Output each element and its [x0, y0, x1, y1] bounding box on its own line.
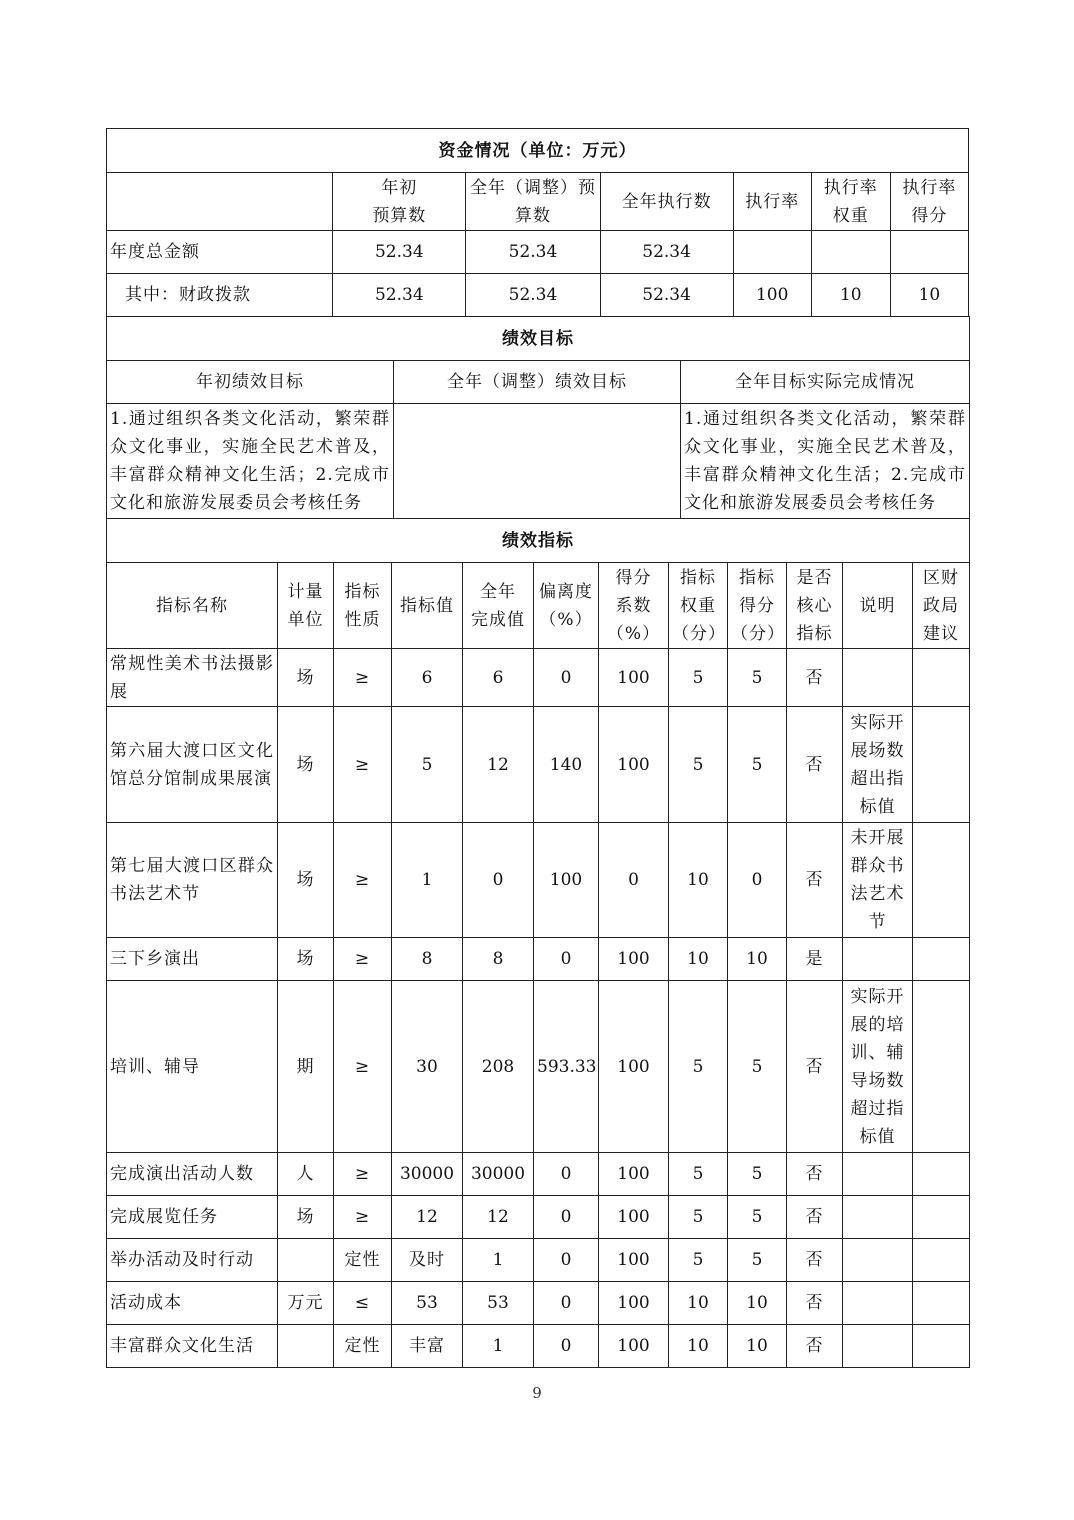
goals-value-row [107, 404, 970, 519]
indicator-name-cell: 举办活动及时行动 [107, 1239, 278, 1282]
indicator-header-cell: 指标名称 [107, 563, 278, 649]
indicator-cell: 10 [669, 1282, 728, 1325]
indicator-cell: 1 [392, 823, 463, 938]
indicator-cell: 593.33 [534, 981, 599, 1153]
indicator-cell: 10 [669, 938, 728, 981]
funding-header-cell: 全年（调整）预算数 [466, 173, 600, 231]
indicator-cell: 0 [534, 1282, 599, 1325]
indicator-name-cell: 第七届大渡口区群众书法艺术节 [107, 823, 278, 938]
indicators-table [106, 518, 970, 1368]
indicator-cell: 140 [534, 707, 599, 823]
goals-header-cell: 全年（调整）绩效目标 [394, 361, 681, 404]
indicator-cell: 0 [534, 938, 599, 981]
indicator-cell: 12 [463, 707, 534, 823]
indicator-cell: 场 [278, 1196, 334, 1239]
funding-cell: 100 [733, 274, 811, 317]
table-row [107, 938, 970, 981]
indicator-note-cell [843, 938, 913, 981]
indicator-cell: ≤ [334, 1282, 392, 1325]
indicator-cell: 100 [599, 1282, 669, 1325]
indicator-header-cell: 全年 完成值 [463, 563, 534, 649]
indicator-cell: ≥ [334, 707, 392, 823]
indicator-header-cell: 区财 政局 建议 [913, 563, 970, 649]
indicator-cell [278, 1239, 334, 1282]
indicator-cell: 0 [599, 823, 669, 938]
table-row [107, 1153, 970, 1196]
indicator-cell: 100 [599, 1239, 669, 1282]
indicator-cell: 0 [534, 649, 599, 707]
indicator-cell: 期 [278, 981, 334, 1153]
indicator-cell: 否 [787, 649, 843, 707]
goal-completion-text: 1.通过组织各类文化活动，繁荣群众文化事业，实施全民艺术普及，丰富群众精神文化生活；2.完成市文化和旅游发展委员会考核任务 [681, 404, 970, 519]
indicator-cell: 100 [599, 1153, 669, 1196]
indicators-body [107, 649, 970, 1368]
indicator-name-cell: 培训、辅导 [107, 981, 278, 1153]
indicator-cell: 场 [278, 707, 334, 823]
indicator-cell: 否 [787, 981, 843, 1153]
indicator-cell: 10 [669, 1325, 728, 1368]
indicator-name-cell: 活动成本 [107, 1282, 278, 1325]
table-row [107, 1325, 970, 1368]
indicator-cell: 100 [599, 649, 669, 707]
indicator-header-cell: 计量 单位 [278, 563, 334, 649]
indicator-header-cell: 是否 核心 指标 [787, 563, 843, 649]
indicator-cell: 5 [728, 707, 787, 823]
indicator-cell: 5 [669, 649, 728, 707]
goals-header-row [107, 361, 970, 404]
indicator-cell: 5 [728, 1153, 787, 1196]
indicator-cell [913, 1239, 970, 1282]
indicator-cell: ≥ [334, 938, 392, 981]
indicator-cell: ≥ [334, 649, 392, 707]
indicator-header-cell: 指标值 [392, 563, 463, 649]
indicator-cell: 场 [278, 649, 334, 707]
indicator-note-cell: 实际开展场数超出指标值 [843, 707, 913, 823]
indicator-name-cell: 常规性美术书法摄影展 [107, 649, 278, 707]
indicator-name-cell: 完成演出活动人数 [107, 1153, 278, 1196]
indicator-header-cell: 指标 得分 （分） [728, 563, 787, 649]
funding-cell: 10 [890, 274, 968, 317]
goal-initial-text: 1.通过组织各类文化活动，繁荣群众文化事业，实施全民艺术普及，丰富群众精神文化生活；2.完成市文化和旅游发展委员会考核任务 [107, 404, 394, 519]
indicators-title: 绩效指标 [107, 519, 970, 563]
indicator-cell: 5 [728, 1196, 787, 1239]
indicator-cell [913, 938, 970, 981]
indicator-cell: 5 [669, 1239, 728, 1282]
funding-cell: 52.34 [600, 274, 733, 317]
indicator-cell: 定性 [334, 1325, 392, 1368]
indicator-cell: 8 [463, 938, 534, 981]
indicator-cell: 万元 [278, 1282, 334, 1325]
indicator-cell: 5 [728, 649, 787, 707]
indicator-cell: 208 [463, 981, 534, 1153]
goals-header-cell: 全年目标实际完成情况 [681, 361, 970, 404]
indicator-cell: 10 [669, 823, 728, 938]
indicator-header-cell: 得分 系数 （%） [599, 563, 669, 649]
indicator-cell [913, 823, 970, 938]
indicator-note-cell [843, 1325, 913, 1368]
indicators-header-row [107, 563, 970, 649]
indicator-note-cell [843, 1239, 913, 1282]
indicator-header-cell: 指标 性质 [334, 563, 392, 649]
indicator-name-cell: 三下乡演出 [107, 938, 278, 981]
indicator-cell: 否 [787, 1196, 843, 1239]
indicator-cell [913, 981, 970, 1153]
funding-header-cell: 执行率 权重 [811, 173, 890, 231]
indicator-header-cell: 偏离度 （%） [534, 563, 599, 649]
funding-table [106, 128, 969, 317]
funding-row-label: 年度总金额 [107, 231, 333, 274]
indicator-cell: 5 [669, 1153, 728, 1196]
funding-cell: 52.34 [333, 274, 466, 317]
funding-cell [733, 231, 811, 274]
indicator-cell: 30 [392, 981, 463, 1153]
indicator-note-cell [843, 1196, 913, 1239]
funding-cell: 52.34 [466, 231, 600, 274]
indicator-note-cell: 实际开展的培训、辅导场数超过指标值 [843, 981, 913, 1153]
indicator-cell: 5 [728, 981, 787, 1153]
indicator-cell: 30000 [392, 1153, 463, 1196]
indicator-cell: 1 [463, 1239, 534, 1282]
indicator-name-cell: 丰富群众文化生活 [107, 1325, 278, 1368]
indicator-cell: 0 [463, 823, 534, 938]
funding-row-total [107, 231, 969, 274]
indicator-cell: 12 [463, 1196, 534, 1239]
indicator-cell: 0 [534, 1153, 599, 1196]
funding-cell [890, 231, 968, 274]
indicator-cell: 100 [599, 1325, 669, 1368]
indicator-cell: 否 [787, 823, 843, 938]
funding-header-cell: 执行率 [733, 173, 811, 231]
indicator-note-cell [843, 649, 913, 707]
indicator-cell: 场 [278, 938, 334, 981]
indicator-cell: 1 [463, 1325, 534, 1368]
indicator-cell [913, 649, 970, 707]
funding-cell: 52.34 [466, 274, 600, 317]
indicator-cell: 0 [534, 1196, 599, 1239]
goals-table [106, 316, 970, 519]
indicator-cell: 53 [463, 1282, 534, 1325]
indicator-cell: 否 [787, 1153, 843, 1196]
indicator-cell: 12 [392, 1196, 463, 1239]
indicator-cell [913, 1282, 970, 1325]
indicator-note-cell [843, 1282, 913, 1325]
indicator-note-cell [843, 1153, 913, 1196]
indicator-cell: ≥ [334, 1196, 392, 1239]
indicator-cell: 是 [787, 938, 843, 981]
funding-header-cell [107, 173, 333, 231]
indicator-cell: 53 [392, 1282, 463, 1325]
indicator-cell: 10 [728, 1282, 787, 1325]
indicator-cell [913, 1196, 970, 1239]
indicator-note-cell: 未开展群众书法艺术节 [843, 823, 913, 938]
funding-header-row [107, 173, 969, 231]
indicator-cell: 丰富 [392, 1325, 463, 1368]
indicator-cell: 6 [392, 649, 463, 707]
indicator-cell: 100 [599, 1196, 669, 1239]
indicator-header-cell: 说明 [843, 563, 913, 649]
funding-header-cell: 执行率 得分 [890, 173, 968, 231]
indicator-name-cell: 完成展览任务 [107, 1196, 278, 1239]
indicator-cell: 100 [534, 823, 599, 938]
funding-cell [811, 231, 890, 274]
indicator-cell: 6 [463, 649, 534, 707]
indicator-cell: 10 [728, 1325, 787, 1368]
indicator-cell: 人 [278, 1153, 334, 1196]
indicator-cell: 定性 [334, 1239, 392, 1282]
table-row [107, 1196, 970, 1239]
table-row [107, 1239, 970, 1282]
indicator-cell: ≥ [334, 1153, 392, 1196]
indicator-cell: 0 [728, 823, 787, 938]
indicator-cell: 及时 [392, 1239, 463, 1282]
indicator-cell: 5 [392, 707, 463, 823]
indicator-cell: 100 [599, 981, 669, 1153]
indicator-cell: 否 [787, 707, 843, 823]
table-row [107, 1282, 970, 1325]
funding-cell: 52.34 [600, 231, 733, 274]
table-row [107, 707, 970, 823]
funding-row-fiscal [107, 274, 969, 317]
funding-title: 资金情况（单位：万元） [107, 129, 969, 173]
indicator-cell: 否 [787, 1282, 843, 1325]
funding-cell: 10 [811, 274, 890, 317]
table-row [107, 981, 970, 1153]
indicator-cell: 100 [599, 707, 669, 823]
indicator-cell: 5 [669, 981, 728, 1153]
funding-cell: 52.34 [333, 231, 466, 274]
goals-title: 绩效目标 [107, 317, 970, 361]
page-number: 9 [532, 1384, 542, 1402]
indicator-cell: 5 [728, 1239, 787, 1282]
indicator-cell: ≥ [334, 823, 392, 938]
funding-header-cell: 年初 预算数 [333, 173, 466, 231]
indicator-cell: 100 [599, 938, 669, 981]
indicator-cell [913, 707, 970, 823]
indicator-header-cell: 指标 权重 （分） [669, 563, 728, 649]
indicator-cell: 5 [669, 707, 728, 823]
indicator-cell: 5 [669, 1196, 728, 1239]
indicator-cell: 否 [787, 1239, 843, 1282]
indicator-cell [913, 1153, 970, 1196]
indicator-cell: 否 [787, 1325, 843, 1368]
indicator-name-cell: 第六届大渡口区文化馆总分馆制成果展演 [107, 707, 278, 823]
table-row [107, 823, 970, 938]
indicator-cell: 8 [392, 938, 463, 981]
indicator-cell: 场 [278, 823, 334, 938]
funding-row-label: 其中：财政拨款 [107, 274, 333, 317]
indicator-cell: 0 [534, 1325, 599, 1368]
indicator-cell: 0 [534, 1239, 599, 1282]
indicator-cell: ≥ [334, 981, 392, 1153]
goal-adjusted-text [394, 404, 681, 519]
indicator-cell [913, 1325, 970, 1368]
indicator-cell [278, 1325, 334, 1368]
indicator-cell: 10 [728, 938, 787, 981]
funding-header-cell: 全年执行数 [600, 173, 733, 231]
goals-header-cell: 年初绩效目标 [107, 361, 394, 404]
indicator-cell: 30000 [463, 1153, 534, 1196]
table-row [107, 649, 970, 707]
